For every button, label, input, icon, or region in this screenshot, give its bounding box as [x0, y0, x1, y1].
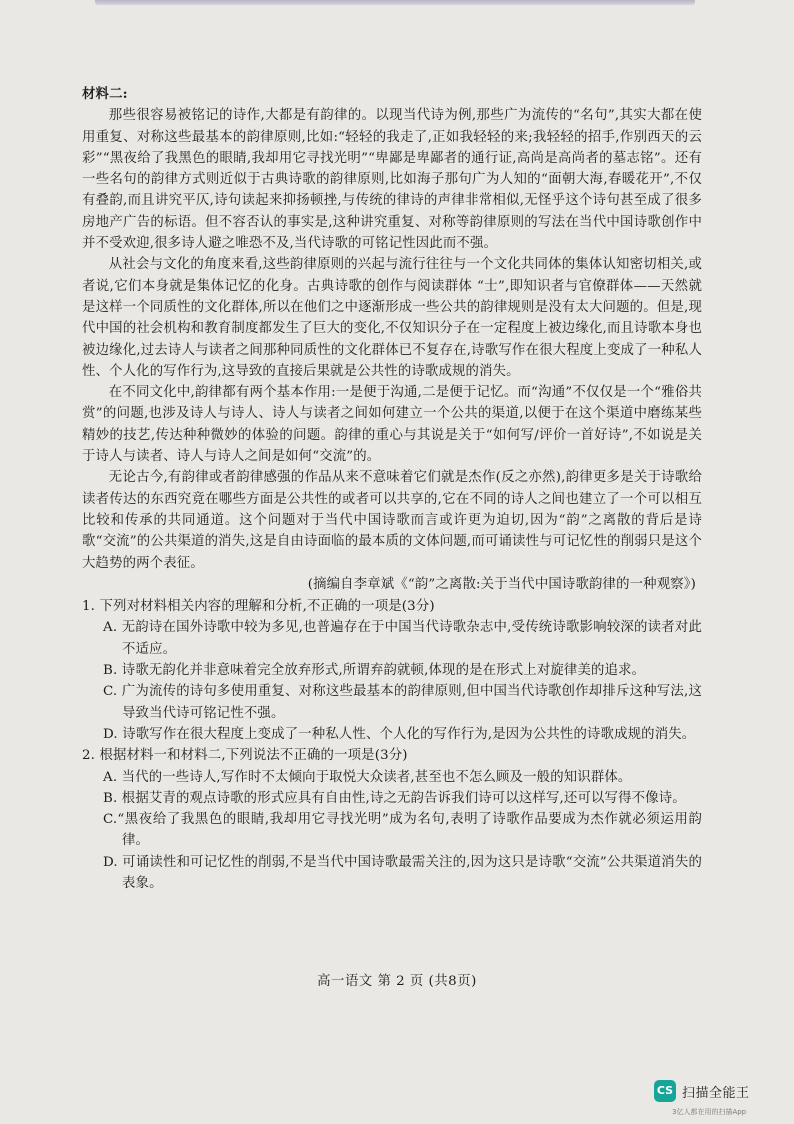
question-2 [82, 745, 702, 894]
exam-page [82, 84, 702, 894]
watermark-tagline: 3亿人都在用的扫描App [672, 1108, 747, 1116]
paragraph-3: 在不同文化中,韵律都有两个基本作用:一是便于沟通,二是便于记忆。而“沟通”不仅仅是一个“雅俗共赏”的问题,也涉及诗人与诗人、诗人与读者之间如何建立一个公共的渠道,以便于在这个渠道中磨练某些精妙的技艺,传达种种微妙的体验的问题。韵律的重心与其说是关于“如何写/评价一首好诗”,不如说是关于诗人与读者、诗人与诗人之间是如何“交流”的。 [82, 385, 702, 465]
source-citation: (摘编自李章斌《“韵”之离散:关于当代中国诗歌韵律的一种观察》) [307, 576, 696, 592]
option-b: B. 诗歌无韵化并非意味着完全放弃形式,所谓弃韵就顿,体现的是在形式上对旋律美的追求。 [103, 663, 646, 679]
paragraph-1: 那些很容易被铭记的诗作,大都是有韵律的。以现当代诗为例,那些广为流传的“名句”,其实大都在使用重复、对称这些最基本的韵律原则,比如:“轻轻的我走了,正如我轻轻的来;我轻轻的招手,作别西天的云彩”“黑夜给了我黑色的眼睛,我却用它寻找光明”“卑鄙是卑鄙者的通行证,高尚是高尚者的墓志铭”。还有一些名句的韵律方式则近似于古典诗歌的韵律原则,比如海子那句广为人知的“面朝大海,春暖花开”,不仅有叠韵,而且讲究平仄,诗句读起来抑扬顿挫,与传统的律诗的声律非常相似,无怪乎这个诗句甚至成了很多房地产广告的标语。但不容否认的事实是,这种讲究重复、对称等韵律原则的写法在当代中国诗歌创作中并不受欢迎,很多诗人避之唯恐不及,当代诗歌的可铭记性因此而不强。 [82, 108, 702, 252]
option-c: C. 广为流传的诗句多使用重复、对称这些最基本的韵律原则,但中国当代诗歌创作却排斥这种写法,这导致当代诗可铭记性不强。 [103, 684, 702, 721]
option-c: C.“黑夜给了我黑色的眼睛,我却用它寻找光明”成为名句,表明了诗歌作品要成为杰作就必须运用韵律。 [103, 812, 702, 849]
paragraph-2: 从社会与文化的角度来看,这些韵律原则的兴起与流行往往与一个文化共同体的集体认知密切相关,或者说,它们本身就是集体记忆的化身。古典诗歌的创作与阅读群体 “士”,即知识者与官僚群体——天然就是这样一个同质性的文化群体,所以在他们之中逐渐形成一些公共的韵律规则是没有太大问题的。但是,现代中国的社会机构和教育制度都发生了巨大的变化,不仅知识分子在一定程度上被边缘化,而且诗歌本身也被边缘化,过去诗人与读者之间那种同质性的文化群体已不复存在,诗歌写作在很大程度上变成了一种私人性、个人化的写作行为,这导致的直接后果就是公共性的诗歌成规的消失。 [82, 257, 702, 379]
option-d: D. 可诵读性和可记忆性的削弱,不是当代中国诗歌最需关注的,因为这只是诗歌“交流”公共渠道消失的表象。 [103, 854, 702, 891]
question-1 [82, 596, 702, 745]
watermark-app-name: 扫描全能王 [682, 1086, 750, 1101]
scanner-watermark [654, 1080, 784, 1120]
option-a: A. 无韵诗在国外诗歌中较为多见,也普遍存在于中国当代诗歌杂志中,受传统诗歌影响较深的读者对此不适应。 [103, 620, 702, 657]
scanner-top-edge [95, 0, 695, 5]
question-stem: 2. 根据材料一和材料二,下列说法不正确的一项是(3分) [82, 748, 408, 764]
material-title: 材料二: [82, 86, 128, 102]
option-b: B. 根据艾青的观点诗歌的形式应具有自由性,诗之无韵告诉我们诗可以这样写,还可以写得不像诗。 [103, 790, 686, 806]
option-a: A. 当代的一些诗人,写作时不太倾向于取悦大众读者,甚至也不怎么顾及一般的知识群体。 [103, 769, 632, 785]
camscanner-logo-icon: CS [654, 1080, 676, 1102]
page-footer: 高一语文 第 2 页 (共8页) [317, 974, 477, 989]
question-stem: 1. 下列对材料相关内容的理解和分析,不正确的一项是(3分) [82, 599, 435, 615]
paragraph-4: 无论古今,有韵律或者韵律感强的作品从来不意味着它们就是杰作(反之亦然),韵律更多是关于诗歌给读者传达的东西究竟在哪些方面是公共性的或者可以共享的,它在不同的诗人之间也建立了一个可以相互比较和传承的共同通道。这个问题对于当代中国诗歌而言或许更为迫切,因为“韵”之离散的背后是诗歌“交流”的公共渠道的消失,这是自由诗面临的最本质的文体问题,而可诵读性与可记忆性的削弱只是这个大趋势的两个表征。 [82, 470, 702, 571]
option-d: D. 诗歌写作在很大程度上变成了一种私人性、个人化的写作行为,是因为公共性的诗歌成规的消失。 [103, 726, 696, 742]
